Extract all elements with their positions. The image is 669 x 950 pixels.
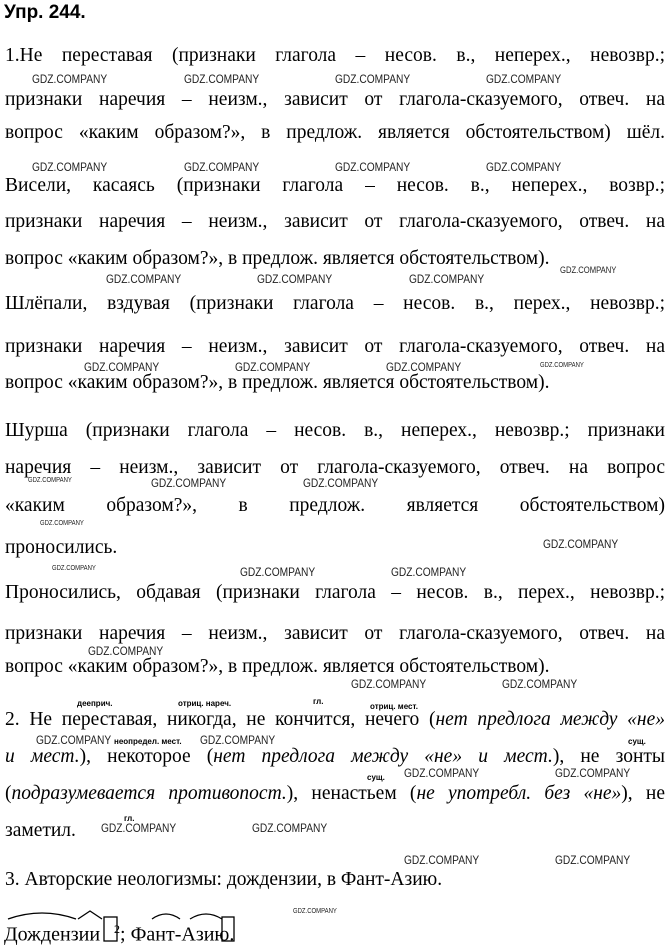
note-gl-2: гл. [124,814,135,823]
watermark: GDZ.COMPANY [486,72,562,86]
watermark: GDZ.COMPANY [184,160,260,174]
text-line-16: вопрос «каким образом?», в предлож. является обстоятельством). [5,656,550,677]
watermark: GDZ.COMPANY [36,733,112,747]
watermark: GDZ.COMPANY [335,160,411,174]
text-line-15: признаки наречия – неизм., зависит от глагола-сказуемого, отвеч. на [5,623,665,644]
task2-line1-text: 2. Не переставая, никогда, не кончится, нечего ( [5,709,436,730]
root-arc-1 [8,913,76,919]
note-deeprich: дееприч. [77,699,113,708]
task2-line2-italic-2: нет предлога между «не» и мест. [213,746,553,767]
text-line-10: Шурша (признаки глагола – несов. в., неперех., невозвр.; признаки [5,420,665,441]
text-line-9: вопрос «каким образом?», в предлож. является обстоятельством). [5,372,550,393]
text-line-8: признаки наречия – неизм., зависит от глагола-сказуемого, отвеч. на [5,336,665,357]
text-line-13: проносились. [5,537,118,558]
watermark: GDZ.COMPANY [303,476,379,490]
note-gl-1: гл. [313,697,324,706]
text-line-5: признаки наречия – неизм., зависит от глагола-сказуемого, отвеч. на [5,211,665,232]
watermark: GDZ.COMPANY [184,72,260,86]
ending-box-2 [222,917,234,941]
watermark: GDZ.COMPANY [252,821,328,835]
watermark: GDZ.COMPANY [235,360,311,374]
task2-line3-italic-2: не употребл. без «не» [416,783,622,804]
watermark: GDZ.COMPANY [409,272,485,286]
note-neopr-mest: неопредел. мест. [114,737,182,746]
task2-line3-text-c: ), не [621,783,666,804]
text-line-12: «каким образом?», в предлож. является обстоятельством) [5,495,665,516]
note-otric-mest: отриц. мест. [370,702,418,711]
watermark: GDZ.COMPANY [502,677,578,691]
task2-line3-text-b: ), ненастьем ( [286,783,417,804]
watermark: GDZ.COMPANY [52,565,96,572]
watermark: GDZ.COMPANY [28,477,72,484]
watermark: GDZ.COMPANY [84,360,160,374]
suffix-mark-1 [78,911,102,919]
watermark: GDZ.COMPANY [540,362,584,369]
root-arc-3 [190,914,222,919]
text-line-14: Проносились, обдавая (признаки глагола – несов. в., перех., невозвр.; [5,582,665,603]
watermark: GDZ.COMPANY [200,733,276,747]
watermark: GDZ.COMPANY [88,644,164,658]
task2-line-3 [5,782,665,806]
text-line-11: наречия – неизм., зависит от глагола-сказуемого, отвеч. на вопрос [5,457,665,478]
note-sushch-1: сущ. [628,737,646,746]
task2-line3-italic-1: подразумевается противопост. [11,783,287,804]
morpheme-scheme-marks [4,905,264,945]
watermark: GDZ.COMPANY [151,476,227,490]
watermark: GDZ.COMPANY [560,265,617,275]
watermark: GDZ.COMPANY [335,72,411,86]
note-otric-narech: отриц. нареч. [178,699,232,708]
watermark: GDZ.COMPANY [257,272,333,286]
text-line-6: вопрос «каким образом?», в предлож. является обстоятельством). [5,248,550,269]
watermark: GDZ.COMPANY [40,520,84,527]
watermark: GDZ.COMPANY [391,565,467,579]
scheme-separator: ; [120,923,126,946]
watermark: GDZ.COMPANY [293,908,337,915]
text-line-2: признаки наречия – неизм., зависит от глагола-сказуемого, отвеч. на [5,89,665,110]
text-line-1: 1.Не переставая (признаки глагола – несов. в., неперех., невозвр.; [5,45,665,66]
text-line-3: вопрос «каким образом?», в предлож. является обстоятельством) шёл. [5,122,665,143]
text-line-4: Висели, касаясь (признаки глагола – несов. в., неперех., возвр.; [5,175,665,196]
scheme-superscript: 2 [114,922,121,936]
task2-line2-italic-1: и мест. [5,746,80,767]
exercise-title: Упр. 244. [4,2,86,23]
watermark: GDZ.COMPANY [240,565,316,579]
root-arc-2 [152,914,180,919]
watermark: GDZ.COMPANY [404,766,480,780]
watermark: GDZ.COMPANY [555,766,631,780]
task2-line2-text-b: ), не зонты [552,746,666,767]
morpheme-scheme [4,917,235,946]
note-sushch-2: сущ. [367,773,385,782]
watermark: GDZ.COMPANY [486,160,562,174]
watermark: GDZ.COMPANY [351,677,427,691]
task2-line2-text-a: ), некоторое ( [79,746,214,767]
task2-line-4: заметил. [5,820,76,841]
scheme-word-1: Дождензии [4,923,101,946]
watermark: GDZ.COMPANY [386,360,462,374]
task2-line-1 [5,708,665,732]
scheme-word-2: Фант-Азию. [130,923,235,946]
watermark: GDZ.COMPANY [32,160,108,174]
watermark: GDZ.COMPANY [106,272,182,286]
task3-line: 3. Авторские неологизмы: дождензии, в Фант-Азию. [5,869,443,890]
watermark: GDZ.COMPANY [555,853,631,867]
task2-line1-italic: нет предлога между «не» [435,709,666,730]
watermark: GDZ.COMPANY [404,853,480,867]
watermark: GDZ.COMPANY [101,821,177,835]
task2-line3-text-a: ( [5,783,12,804]
watermark: GDZ.COMPANY [543,537,619,551]
ending-box-1 [104,917,117,941]
text-line-7: Шлёпали, вздувая (признаки глагола – несов. в., перех., невозвр.; [5,293,665,314]
watermark: GDZ.COMPANY [32,72,108,86]
